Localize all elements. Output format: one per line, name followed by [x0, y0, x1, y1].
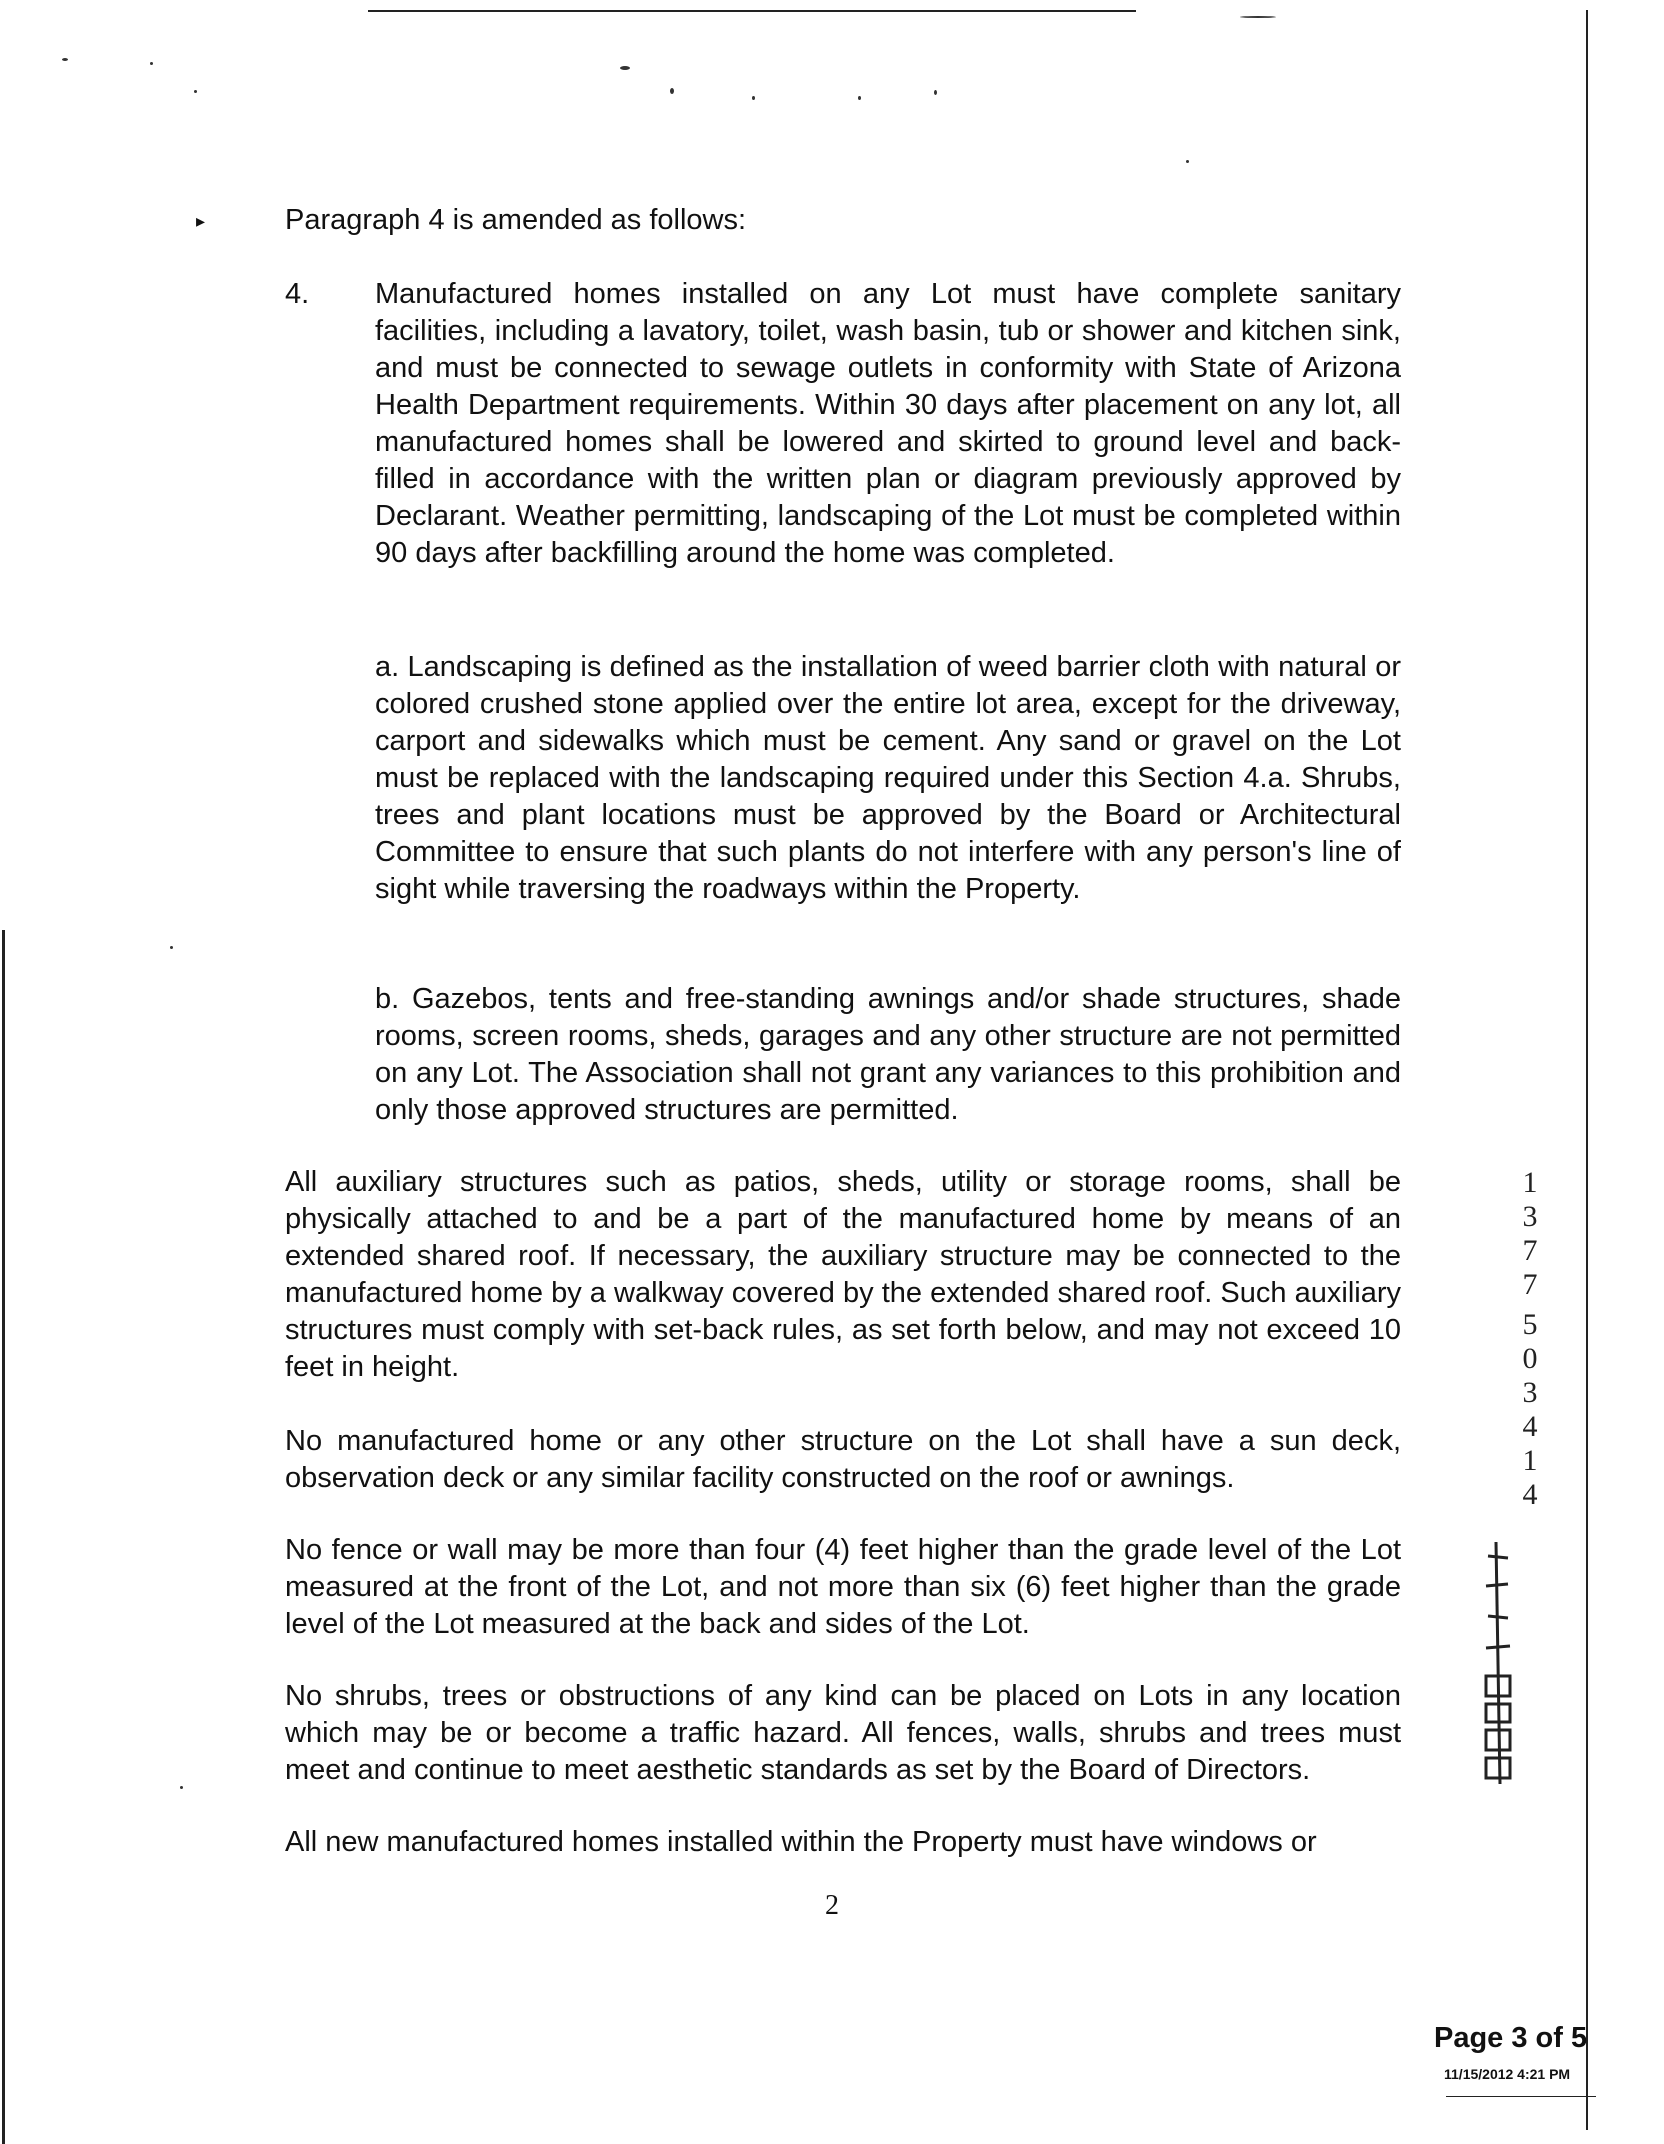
scan-speck [858, 96, 861, 100]
section-4-text: Manufactured homes installed on any Lot must have complete sanitary facilities, including a lavatory, toilet, wash basin, tub or shower and kitchen sink, and must be connected to sewage outlets in conformity with State of Arizona Health Department requirements. Within 30 days after placement on any lot, all manufactured homes shall be lowered and skirted to ground level and back-filled in accordance with the written plan or diagram previously approved by Declarant. Weather permitting, landscaping of the Lot must be completed within 90 days after backfilling around the home was completed. [375, 278, 1401, 569]
recording-digit: 4 [1522, 1478, 1538, 1511]
recording-digit: 5 [1522, 1308, 1538, 1341]
stamp-datetime: 11/15/2012 4:21 PM [1444, 2066, 1571, 2082]
recording-digit: 1 [1522, 1444, 1538, 1477]
recording-digit: 7 [1522, 1234, 1538, 1267]
bullet-marker: ▸ [196, 211, 206, 231]
recording-digit: 1 [1522, 1166, 1538, 1199]
windows-paragraph: All new manufactured homes installed within the Property must have windows or [285, 1826, 1317, 1858]
recording-digit: 4 [1522, 1410, 1538, 1443]
scan-speck [752, 96, 755, 100]
scan-speck [1240, 16, 1276, 18]
auxiliary-structures-paragraph: All auxiliary structures such as patios, sheds, utility or storage rooms, shall be physically attached to and be a part of the manufactured home by means of an extended shared roof. If necessary, the auxiliary structure may be connected to the manufactured home by a walkway covered by the extended shared roof. Such auxiliary structures must comply with set-back rules, as set forth below, and may not exceed 10 feet in height. [285, 1166, 1401, 1383]
scan-speck [194, 90, 197, 93]
deck-paragraph: No manufactured home or any other structure on the Lot shall have a sun deck, observation deck or any similar facility constructed on the roof or awnings. [285, 1425, 1401, 1494]
subsection-a: a. Landscaping is defined as the installation of weed barrier cloth with natural or colored crushed stone applied over the entire lot area, except for the driveway, carport and sidewalks which must be cement. Any sand or gravel on the Lot must be replaced with the landscaping required under this Section 4.a. Shrubs, trees and plant locations must be approved by the Board or Architectural Committee to ensure that such plants do not interfere with any person's line of sight while traversing the roadways within the Property. [375, 651, 1401, 905]
subsection-b: b. Gazebos, tents and free-standing awnings and/or shade structures, shade rooms, screen rooms, sheds, garages and any other structure are not permitted on any Lot. The Association shall not grant any variances to this prohibition and only those approved structures are permitted. [375, 983, 1401, 1126]
section-number: 4. [285, 278, 310, 310]
scan-speck [934, 90, 937, 95]
recording-digit: 3 [1522, 1200, 1538, 1233]
left-scan-line [2, 930, 5, 2144]
shrubs-paragraph: No shrubs, trees or obstructions of any kind can be placed on Lots in any location which may be or become a traffic hazard. All fences, walls, shrubs and trees must meet and continue to meet aesthetic standards as set by the Board of Directors. [285, 1680, 1401, 1786]
page-count-stamp: Page 3 of 5 [1434, 2022, 1588, 2054]
recording-number [1515, 1166, 1545, 1512]
smudged-stamp-mark [1478, 1536, 1518, 1786]
recording-digit: 7 [1522, 1268, 1538, 1301]
intro-line: Paragraph 4 is amended as follows: [285, 204, 747, 236]
scan-speck [170, 946, 173, 949]
scan-speck [1186, 160, 1189, 163]
right-scan-line [1586, 10, 1588, 2130]
top-scan-line [368, 10, 1136, 12]
scan-speck [620, 66, 630, 70]
scan-speck [180, 1786, 183, 1789]
stamp-underline [1446, 2096, 1596, 2097]
recording-digit: 0 [1522, 1342, 1538, 1375]
scan-speck [62, 58, 68, 61]
scan-speck [670, 88, 674, 94]
recording-digit: 3 [1522, 1376, 1538, 1409]
scan-speck [150, 62, 153, 65]
page-number: 2 [825, 1890, 839, 1921]
fence-paragraph: No fence or wall may be more than four (4) feet higher than the grade level of the Lot measured at the front of the Lot, and not more than six (6) feet higher than the grade level of the Lot measured at the back and sides of the Lot. [285, 1534, 1401, 1640]
